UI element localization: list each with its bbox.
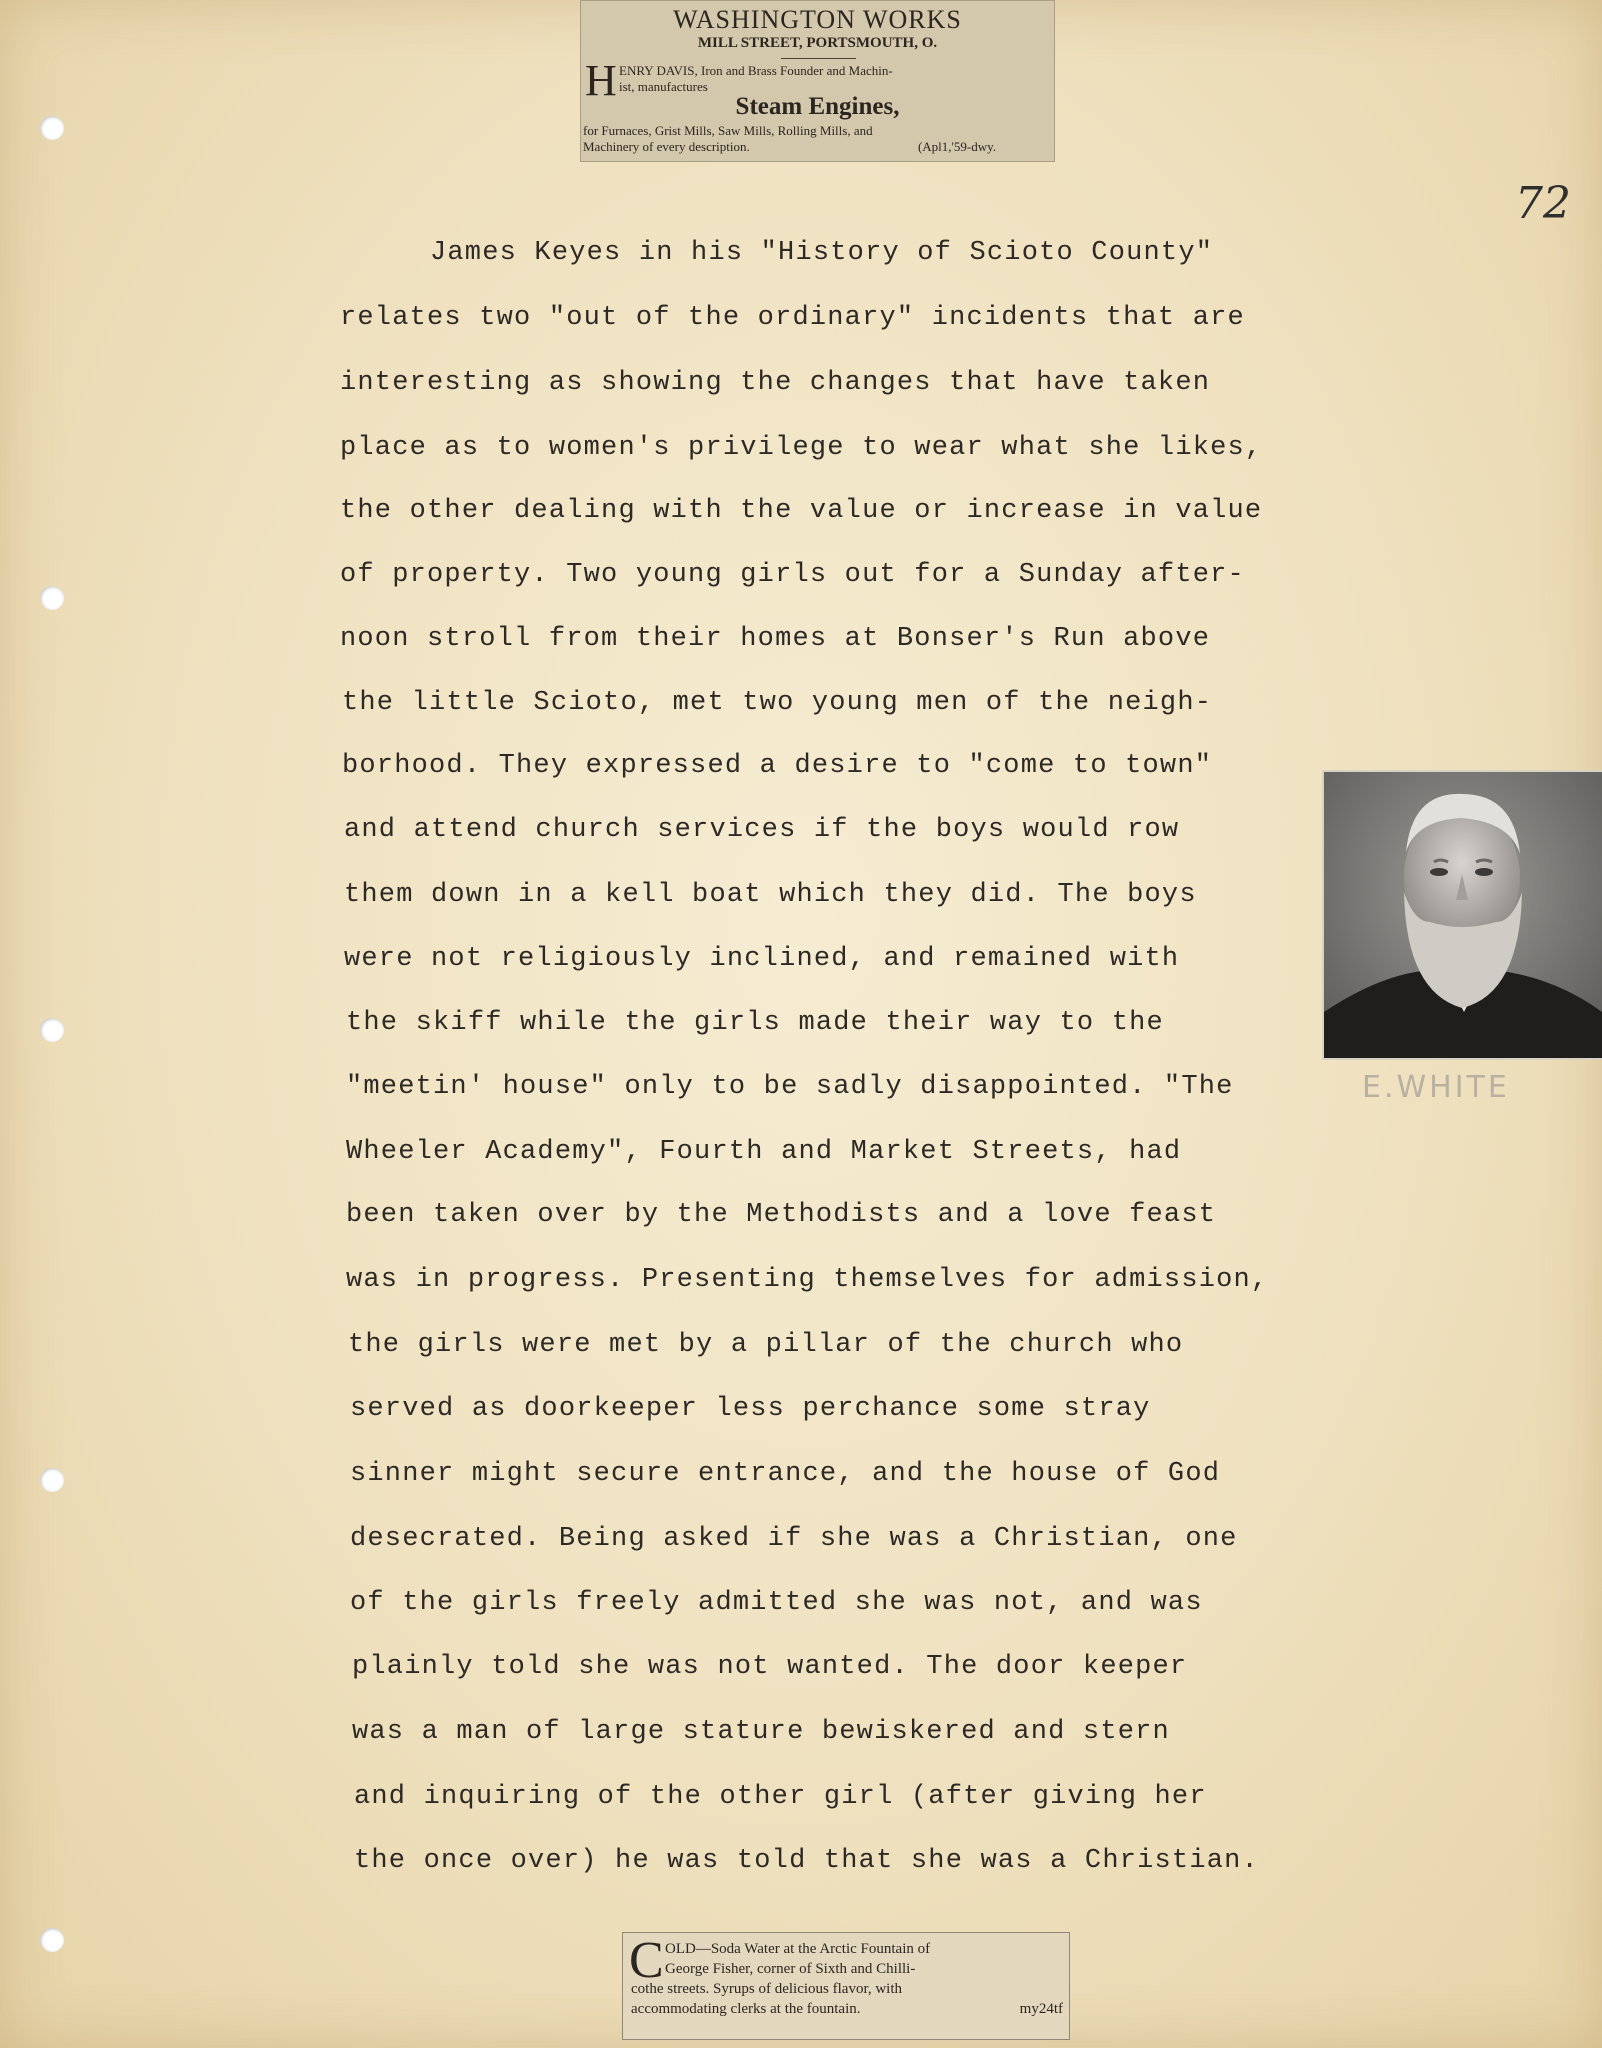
clipping-line: cothe streets. Syrups of delicious flavor, with — [631, 1981, 903, 1997]
clipping-line: Machinery of every description. — [583, 139, 750, 154]
clipping-line: accommodating clerks at the fountain. — [631, 2001, 861, 2017]
clipping-code: (Apl1,'59-dwy. — [917, 139, 996, 154]
clipping-subtitle: MILL STREET, PORTSMOUTH, O. — [697, 35, 938, 51]
clipping-line: ist, manufactures — [619, 79, 708, 94]
typed-line: the other dealing with the value or increase in value — [340, 496, 1263, 526]
typed-line: the girls were met by a pillar of the church who — [348, 1330, 1184, 1360]
newspaper-clipping-bottom — [622, 1932, 1070, 2040]
typed-line: of the girls freely admitted she was not, and was — [350, 1588, 1203, 1618]
typed-line: of property. Two young girls out for a Sunday after- — [340, 560, 1245, 590]
clipping-line: ENRY DAVIS, Iron and Brass Founder and Machin- — [619, 63, 893, 78]
typed-line: sinner might secure entrance, and the house of God — [350, 1459, 1221, 1489]
photo-caption: E.WHITE — [1362, 1070, 1510, 1105]
portrait-image — [1324, 772, 1602, 1058]
clipping-headline: Steam Engines, — [735, 93, 900, 120]
clipping-dropcap: C — [629, 1932, 664, 1989]
typed-line: relates two "out of the ordinary" incidents that are — [340, 303, 1245, 333]
typed-line: desecrated. Being asked if she was a Christian, one — [350, 1524, 1238, 1554]
typed-line: and inquiring of the other girl (after giving her — [354, 1782, 1207, 1812]
clipping-dropcap: H — [585, 56, 617, 105]
clipping-line: OLD—Soda Water at the Arctic Fountain of — [665, 1941, 931, 1957]
typed-line: the skiff while the girls made their way to the — [346, 1008, 1164, 1038]
typed-line: served as doorkeeper less perchance some stray — [350, 1394, 1151, 1424]
typed-line: were not religiously inclined, and remained with — [344, 944, 1180, 974]
clipping-line: for Furnaces, Grist Mills, Saw Mills, Rolling Mills, and — [583, 123, 873, 138]
typed-line: was in progress. Presenting themselves for admission, — [346, 1265, 1269, 1295]
typed-line: them down in a kell boat which they did. The boys — [344, 880, 1197, 910]
typed-line: and attend church services if the boys would row — [344, 815, 1180, 845]
portrait-photo — [1322, 770, 1602, 1060]
clipping-code: my24tf — [1019, 2001, 1063, 2017]
typed-line: plainly told she was not wanted. The door keeper — [352, 1652, 1188, 1682]
typed-line: interesting as showing the changes that have taken — [340, 368, 1211, 398]
page-number: 72 — [1515, 178, 1571, 229]
typed-line: Wheeler Academy", Fourth and Market Streets, had — [346, 1137, 1182, 1167]
clipping-title: WASHINGTON WORKS — [673, 5, 962, 34]
typed-line: "meetin' house" only to be sadly disappointed. "The — [346, 1072, 1234, 1102]
typed-line: the little Scioto, met two young men of the neigh- — [342, 688, 1213, 718]
typed-line: the once over) he was told that she was a Christian. — [354, 1846, 1259, 1876]
typed-line: noon stroll from their homes at Bonser's Run above — [340, 624, 1211, 654]
typed-line: was a man of large stature bewiskered and stern — [352, 1717, 1170, 1747]
typed-line: place as to women's privilege to wear what she likes, — [340, 433, 1263, 463]
typed-line: been taken over by the Methodists and a love feast — [346, 1200, 1217, 1230]
typed-line: borhood. They expressed a desire to "come to town" — [342, 751, 1213, 781]
clipping-line: George Fisher, corner of Sixth and Chilli- — [665, 1961, 916, 1977]
typed-line: James Keyes in his "History of Scioto County" — [430, 238, 1214, 268]
